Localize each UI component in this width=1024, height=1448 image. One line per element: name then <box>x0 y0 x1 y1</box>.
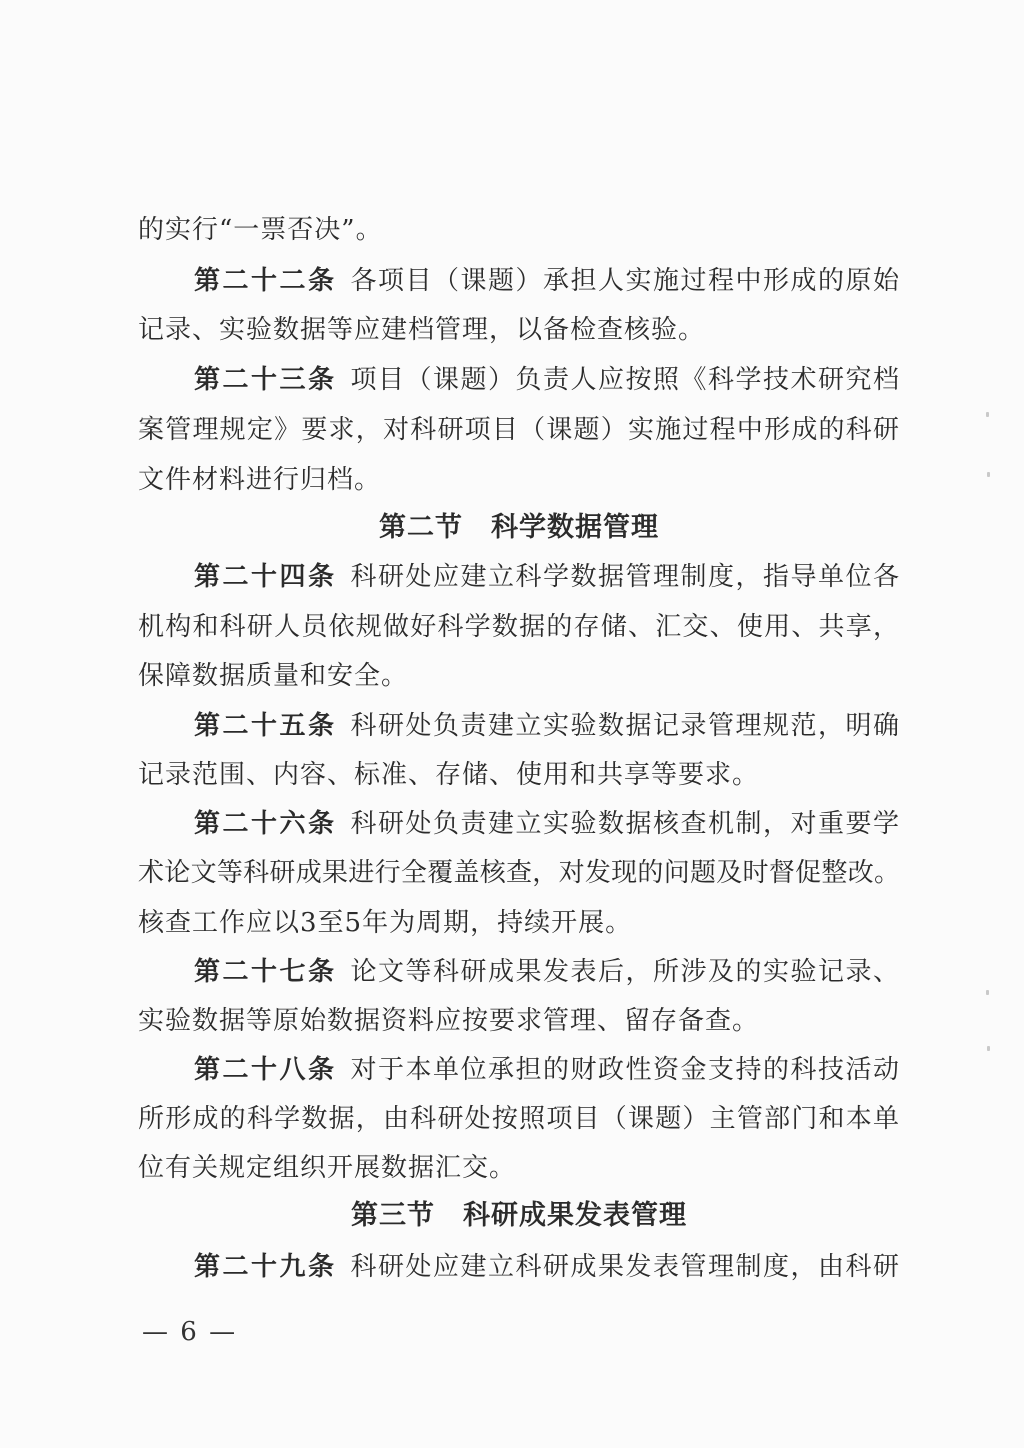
body-line <box>138 313 900 347</box>
scan-speck <box>987 1046 990 1051</box>
article-line <box>194 807 900 841</box>
line-text: 记录、实验数据等应建档管理，以备检查核验。 <box>138 315 706 345</box>
scan-speck <box>987 472 990 477</box>
line-text: 术论文等科研成果进行全覆盖核查，对发现的问题及时督促整改。 <box>138 858 900 888</box>
line-text: 科研处负责建立实验数据记录管理规范，明确 <box>350 711 900 741</box>
line-text: 位有关规定组织开展数据汇交。 <box>138 1153 517 1183</box>
body-line <box>138 463 900 497</box>
article-line <box>194 1250 900 1284</box>
section-heading <box>138 1199 900 1233</box>
line-text: 实验数据等原始数据资料应按要求管理、留存备查。 <box>138 1006 760 1036</box>
article-line <box>194 1053 900 1087</box>
body-line <box>138 659 900 693</box>
article-line <box>194 560 900 594</box>
article-line <box>194 955 900 989</box>
section-title: 科研成果发表管理 <box>463 1200 687 1231</box>
line-text: 对于本单位承担的财政性资金支持的科技活动 <box>350 1055 900 1085</box>
body-line <box>138 758 900 792</box>
article-line <box>194 264 900 298</box>
article-line <box>194 363 900 397</box>
article-number: 第二十六条 <box>194 809 337 839</box>
scan-speck <box>986 412 989 417</box>
body-line <box>138 213 900 247</box>
body-line <box>138 1151 900 1185</box>
line-text: 各项目（课题）承担人实施过程中形成的原始 <box>350 266 900 296</box>
line-text: 记录范围、内容、标准、存储、使用和共享等要求。 <box>138 760 760 790</box>
line-text: 核查工作应以3至5年为周期，持续开展。 <box>138 908 633 938</box>
line-text: 文件材料进行归档。 <box>138 465 382 495</box>
body-line <box>138 906 900 940</box>
line-text: 案管理规定》要求，对科研项目（课题）实施过程中形成的科研 <box>138 415 900 445</box>
article-number: 第二十九条 <box>194 1252 337 1282</box>
body-line <box>138 856 900 890</box>
scan-speck <box>986 990 989 995</box>
line-text: 科研处应建立科研成果发表管理制度，由科研 <box>350 1252 900 1282</box>
line-text: 科研处应建立科学数据管理制度，指导单位各 <box>350 562 900 592</box>
article-number: 第二十四条 <box>194 562 337 592</box>
body-line <box>138 610 900 644</box>
section-title: 科学数据管理 <box>491 512 659 543</box>
section-heading <box>138 511 900 545</box>
article-number: 第二十八条 <box>194 1055 337 1085</box>
section-number: 第二节 <box>379 512 463 543</box>
line-text: 保障数据质量和安全。 <box>138 661 409 691</box>
line-text: 论文等科研成果发表后，所涉及的实验记录、 <box>350 957 900 987</box>
article-line <box>194 709 900 743</box>
body-line <box>138 1004 900 1038</box>
body-line <box>138 1102 900 1136</box>
line-text: 所形成的科学数据，由科研处按照项目（课题）主管部门和本单 <box>138 1104 900 1134</box>
page-number: — 6 — <box>142 1317 238 1347</box>
line-text: 科研处负责建立实验数据核查机制，对重要学 <box>350 809 900 839</box>
article-number: 第二十五条 <box>194 711 337 741</box>
article-number: 第二十二条 <box>194 266 337 296</box>
line-text: 项目（课题）负责人应按照《科学技术研究档 <box>350 365 900 395</box>
article-number: 第二十七条 <box>194 957 337 987</box>
line-text: 的实行“一票否决”。 <box>138 215 383 245</box>
body-line <box>138 413 900 447</box>
article-number: 第二十三条 <box>194 365 337 395</box>
section-number: 第三节 <box>351 1200 435 1231</box>
line-text: 机构和科研人员依规做好科学数据的存储、汇交、使用、共享， <box>138 612 900 642</box>
